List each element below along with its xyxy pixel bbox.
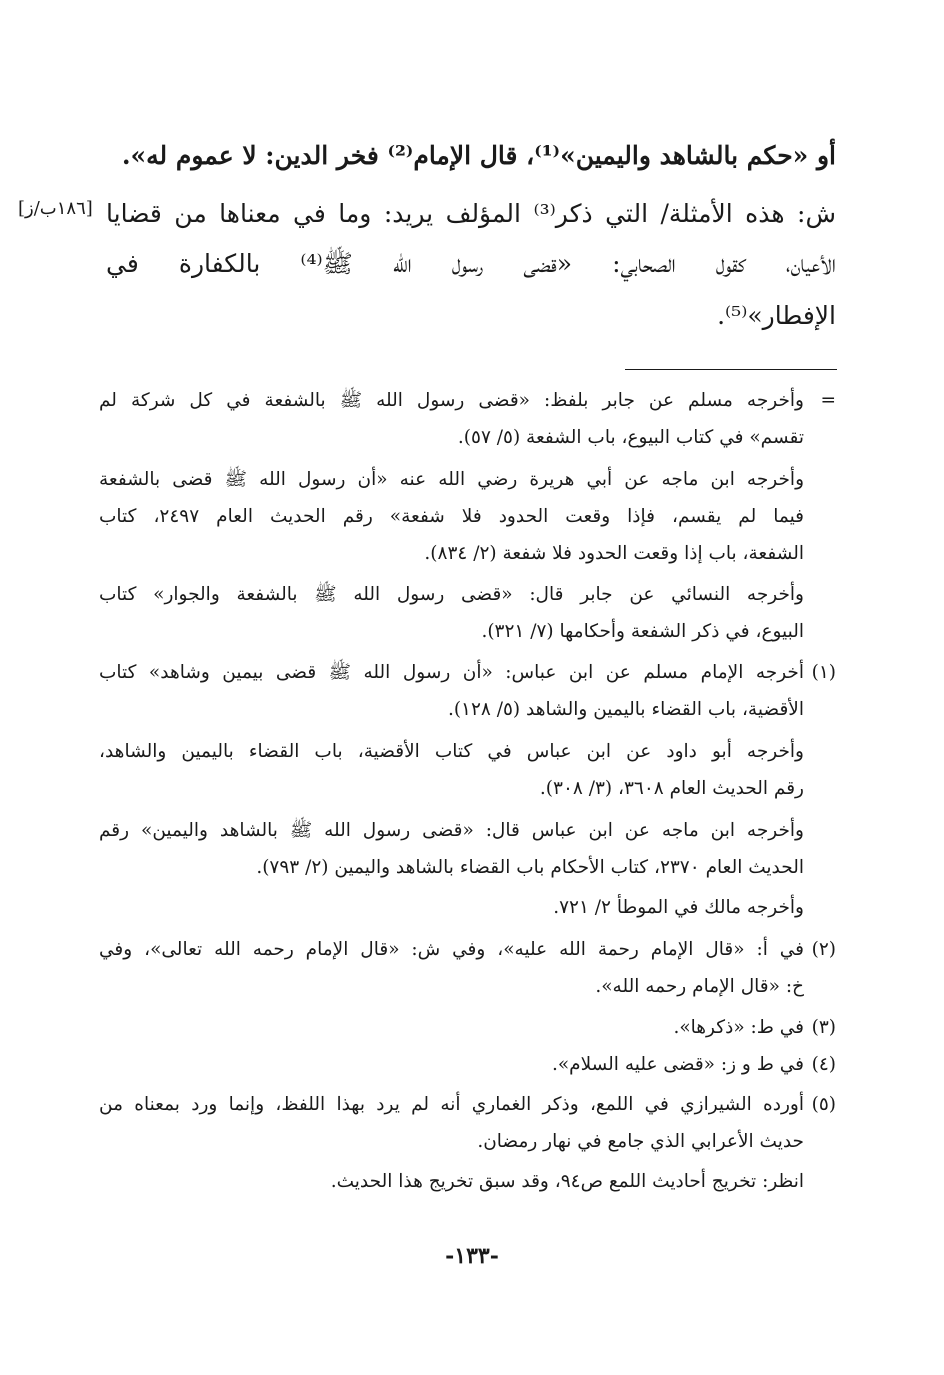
page-number: -١٣٣-: [445, 1243, 499, 1269]
footnote-1-line-3: وأخرجه أبو داود عن ابن عباس في كتاب الأقضية، باب القضاء باليمين والشاهد،: [99, 741, 804, 762]
footnote-cont-line-7: البيوع، في ذكر الشفعة وأحكامها (٧/ ٣٢١).: [481, 621, 804, 642]
footnote-1-line-7: وأخرجه مالك في الموطأ ٢/ ٧٢١.: [553, 897, 804, 918]
margin-folio-reference: [١٨٦ب/ز]: [18, 198, 93, 219]
footnote-number-4: (٤): [811, 1054, 836, 1075]
footnote-cont-line-5: الشفعة، باب إذا وقعت الحدود فلا شفعة (٢/ ٨٣٤).: [424, 543, 804, 564]
main-text-line-3: الأعيان، كقول الصحابي: «قضى رسول الله ﷺ⁽⁴⁾ بالكفارة في: [106, 249, 836, 278]
footnote-number-1: (١): [811, 662, 836, 683]
footnote-separator: [625, 369, 837, 370]
footnote-cont-line-2: تقسم» في كتاب البيوع، باب الشفعة (٥/ ٥٧).: [457, 427, 804, 448]
footnote-1-line-2: الأقضية، باب القضاء باليمين والشاهد (٥/ ١٢٨).: [447, 699, 804, 720]
main-text-line-1: أو «حكم بالشاهد واليمين»⁽¹⁾، قال الإمام⁽²⁾ فخر الدين: لا عموم له».: [121, 141, 836, 170]
footnote-number-3: (٣): [811, 1017, 836, 1038]
footnote-cont-line-1: وأخرجه مسلم عن جابر بلفظ: «قضى رسول الله ﷺ بالشفعة في كل شركة لم: [99, 390, 804, 411]
footnote-2-line-1: في أ: «قال الإمام رحمة الله عليه»، وفي ش: «قال الإمام رحمه الله تعالى»، وفي: [99, 939, 804, 960]
footnote-5-line-3: انظر: تخريج أحاديث اللمع ص٩٤، وقد سبق تخريج هذا الحديث.: [330, 1171, 804, 1192]
footnote-cont-line-4: فيما لم يقسم، فإذا وقعت الحدود فلا شفعة» رقم الحديث العام ٢٤٩٧، كتاب: [99, 506, 805, 527]
footnote-1-line-4: رقم الحديث العام ٣٦٠٨، (٣/ ٣٠٨).: [539, 778, 804, 799]
footnote-cont-line-3: وأخرجه ابن ماجه عن أبي هريرة رضي الله عنه «أن رسول الله ﷺ قضى بالشفعة: [99, 469, 804, 490]
footnote-continuation-marker: =: [820, 390, 836, 411]
footnote-5-line-1: أورده الشيرازي في اللمع، وذكر الغماري أنه لم يرد بهذا اللفظ، وإنما ورد بمعناه من: [99, 1094, 804, 1115]
footnote-5-line-2: حديث الأعرابي الذي جامع في نهار رمضان.: [477, 1131, 804, 1152]
main-text-line-4: الإفطار»⁽⁵⁾.: [717, 301, 836, 330]
footnote-cont-line-6: وأخرجه النسائي عن جابر قال: «قضى رسول الله ﷺ بالشفعة والجوار» كتاب: [99, 584, 804, 605]
footnote-1-line-5: وأخرجه ابن ماجه عن ابن عباس قال: «قضى رسول الله ﷺ بالشاهد واليمين» رقم: [99, 820, 804, 841]
footnote-4-text: في ط و ز: «قضى عليه السلام».: [551, 1054, 804, 1075]
footnote-number-5: (٥): [811, 1094, 836, 1115]
footnote-number-2: (٢): [811, 939, 836, 960]
main-text-line-2: ش: هذه الأمثلة/ التي ذكر⁽³⁾ المؤلف يريد: وما في معناها من قضايا: [106, 199, 836, 228]
footnote-3-text: في ط: «ذكرها».: [673, 1017, 804, 1038]
footnote-1-line-6: الحديث العام ٢٣٧٠، كتاب الأحكام باب القضاء بالشاهد واليمين (٢/ ٧٩٣).: [256, 857, 804, 878]
footnote-2-line-2: خ: «قال الإمام رحمه الله».: [595, 976, 804, 997]
footnote-1-line-1: أخرجه الإمام مسلم عن ابن عباس: «أن رسول الله ﷺ قضى بيمين وشاهد» كتاب: [99, 662, 804, 683]
